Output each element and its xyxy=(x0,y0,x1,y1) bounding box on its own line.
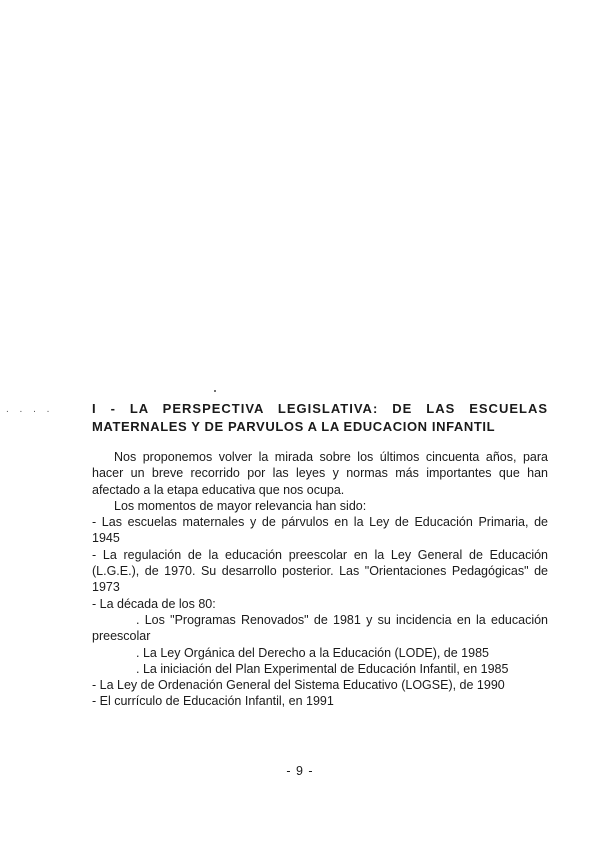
page-number: - 9 - xyxy=(286,764,314,778)
list-item-logse: - La Ley de Ordenación General del Sistema Educativo (LOGSE), de 1990 xyxy=(92,678,505,693)
sub-item-1981: . Los "Programas Renovados" de 1981 y su incidencia en la educación preescolar xyxy=(92,612,548,644)
intro-paragraph: Nos proponemos volver la mirada sobre los últimos cincuenta años, para hacer un breve recorrido por las leyes y normas más importantes que han afectado a la etapa educativa que nos ocupa. xyxy=(92,450,548,497)
list-item-1970: - La regulación de la educación preescolar en la Ley General de Educación (L.G.E.), de 1970. Su desarrollo posterior. Las "Orientaciones Pedagógicas" de 1973 xyxy=(92,547,548,595)
sub-item-lode: . La Ley Orgánica del Derecho a la Educación (LODE), de 1985 xyxy=(136,645,489,660)
section-heading xyxy=(92,400,548,436)
sub-item-plan: . La iniciación del Plan Experimental de Educación Infantil, en 1985 xyxy=(136,661,509,676)
intro-lead-in: Los momentos de mayor relevancia han sido: xyxy=(114,498,367,513)
section-heading-line1: I - LA PERSPECTIVA LEGISLATIVA: DE LAS ESCUELAS xyxy=(92,401,548,416)
scan-speck xyxy=(214,390,216,392)
body-text xyxy=(92,449,548,710)
list-item-curriculo: - El currículo de Educación Infantil, en 1991 xyxy=(92,694,334,709)
margin-mark: . . . . xyxy=(6,404,54,415)
list-item-80s: - La década de los 80: xyxy=(92,596,216,611)
list-item-1945: - Las escuelas maternales y de párvulos en la Ley de Educación Primaria, de 1945 xyxy=(92,515,548,546)
section-heading-line2: MATERNALES Y DE PARVULOS A LA EDUCACION INFANTIL xyxy=(92,419,496,434)
